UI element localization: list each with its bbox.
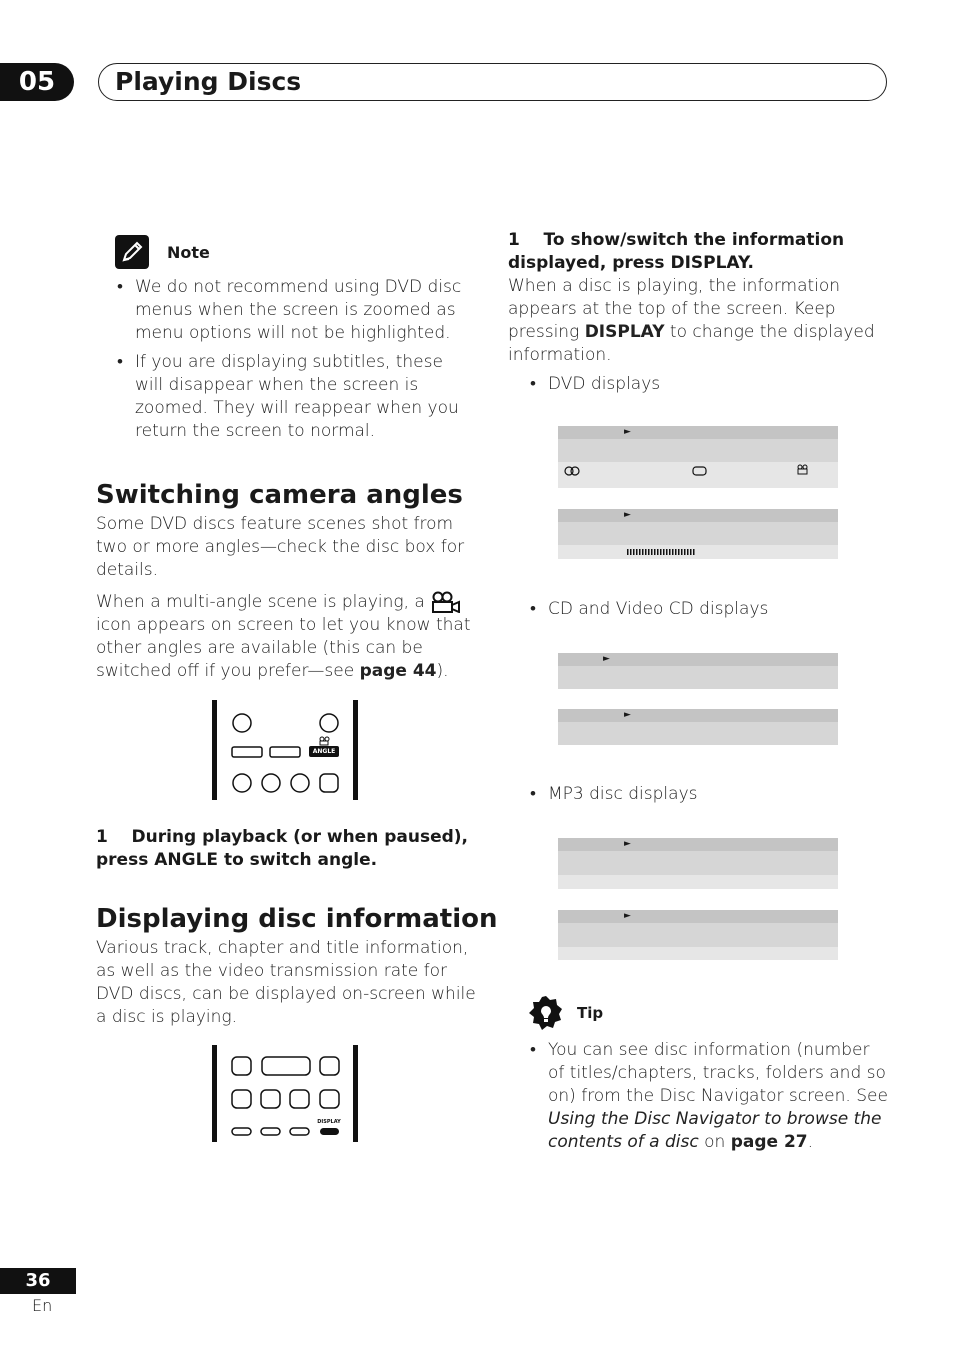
angles-intro: Some DVD discs feature scenes shot from two or more angles—check the disc box for details. xyxy=(96,514,465,580)
bitrate-meter xyxy=(558,509,838,559)
tip-heading: Tip xyxy=(577,1004,604,1022)
disc-info-para: Various track, chapter and title information, as well as the video transmission rate for DVD discs, can be displayed on-screen while a disc is playing. xyxy=(96,938,476,1027)
angles-para-b: icon appears on screen to let you know that other angles are available (this can be switched off if you prefer—see xyxy=(96,615,471,681)
play-indicator: ► xyxy=(624,710,631,720)
tip-lightbulb-icon xyxy=(528,995,564,1031)
tip-text-italic: Using the Disc Navigator to browse the contents of a disc xyxy=(548,1109,882,1152)
note-pencil-icon xyxy=(115,235,149,269)
audio-icon xyxy=(558,426,838,488)
section-title-angles: Switching camera angles xyxy=(96,480,463,510)
language-label: En xyxy=(32,1296,53,1315)
angles-para xyxy=(96,591,476,683)
section-title-disc-info: Displaying disc information xyxy=(96,904,498,934)
chapter-number: 05 xyxy=(0,63,74,101)
dvd-display-1 xyxy=(558,426,838,488)
note-bullet: • We do not recommend using DVD disc menus when the screen is zoomed as menu options will not be highlighted. xyxy=(115,276,475,345)
display-step-text: To show/switch the information displayed, press DISPLAY. xyxy=(508,230,845,273)
cd-displays-bullet: • CD and Video CD displays xyxy=(528,598,868,621)
angles-step xyxy=(96,826,476,872)
display-para-a: When a disc is playing, the information appears at the top of the screen. Keep pressing xyxy=(508,276,841,342)
tip-list xyxy=(528,1039,890,1160)
play-indicator: ► xyxy=(624,839,631,849)
cd-display-1 xyxy=(558,653,838,689)
remote-angle-illustration xyxy=(210,700,360,800)
page-27-link[interactable]: page 27 xyxy=(730,1132,808,1152)
remote-display-illustration xyxy=(210,1045,360,1142)
mp3-bullet-list xyxy=(528,783,868,812)
display-step-number: 1 xyxy=(508,230,520,250)
display-para-bold: DISPLAY xyxy=(584,322,665,342)
page-number: 36 xyxy=(0,1268,76,1294)
cd-display-2 xyxy=(558,709,838,745)
dvd-display-2 xyxy=(558,509,838,559)
angles-step-text: During playback (or when paused), press ANGLE to switch angle. xyxy=(96,827,469,870)
mp3-display-2 xyxy=(558,910,838,960)
cd-bullet-list xyxy=(528,598,868,627)
tip-text-a: You can see disc information (number of titles/chapters, tracks, folders and so on) from the Disc Navigator screen. See xyxy=(548,1040,888,1106)
display-para xyxy=(508,275,888,367)
angle-button-label: ANGLE xyxy=(312,748,336,755)
display-step xyxy=(508,229,888,275)
page-44-link[interactable]: page 44 xyxy=(359,661,437,681)
camera-icon xyxy=(430,591,462,613)
tip-bullet xyxy=(528,1039,890,1154)
angles-step-number: 1 xyxy=(96,827,108,847)
display-button-label: DISPLAY xyxy=(317,1119,341,1125)
chapter-title: Playing Discs xyxy=(98,63,887,101)
play-indicator: ► xyxy=(603,654,610,664)
play-indicator: ► xyxy=(624,510,631,520)
play-indicator: ► xyxy=(624,427,631,437)
note-bullet: • If you are displaying subtitles, these will disappear when the screen is zoomed. They will reappear when you return the screen to normal. xyxy=(115,351,475,443)
angles-para-a: When a multi-angle scene is playing, a xyxy=(96,592,425,612)
note-list xyxy=(115,276,475,449)
tip-text-end: . xyxy=(807,1132,814,1152)
dvd-displays-bullet: • DVD displays xyxy=(528,373,868,396)
note-heading: Note xyxy=(167,243,210,262)
mp3-display-1 xyxy=(558,838,838,889)
angles-para-end: ). xyxy=(436,661,449,681)
play-indicator: ► xyxy=(624,911,631,921)
tip-text-on: on xyxy=(704,1132,726,1152)
mp3-displays-bullet: • MP3 disc displays xyxy=(528,783,868,806)
dvd-bullet-list xyxy=(528,373,868,402)
display-para-b: to change the displayed information. xyxy=(508,322,875,365)
